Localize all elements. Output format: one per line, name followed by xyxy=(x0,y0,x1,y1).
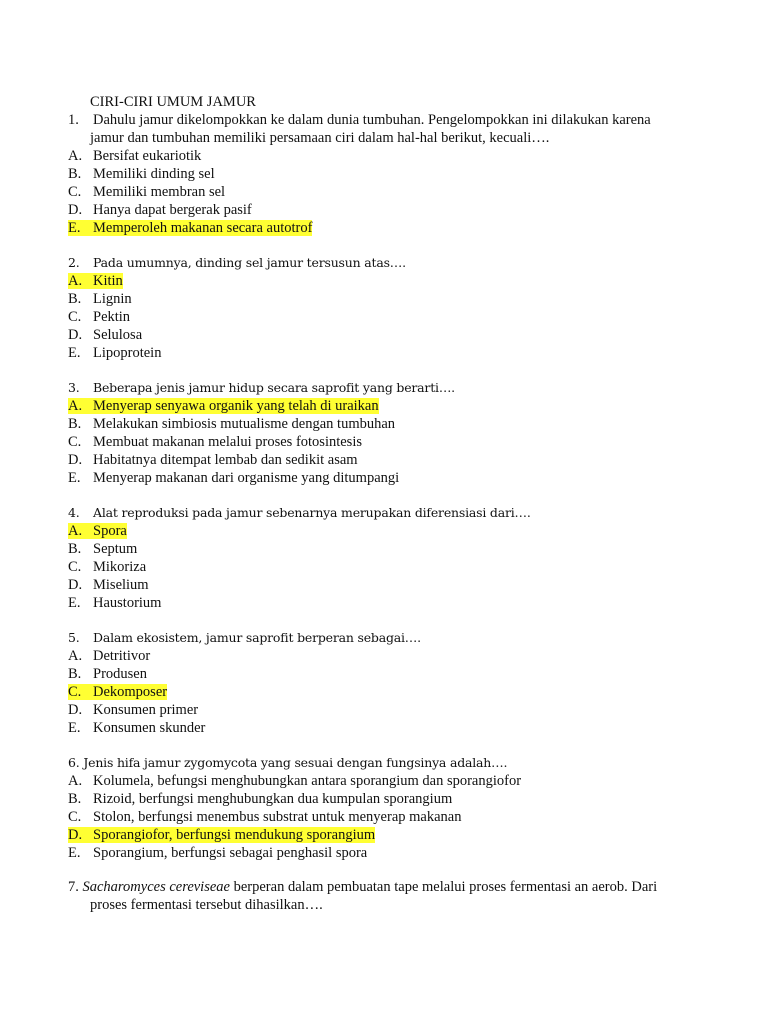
option-6e xyxy=(68,844,367,862)
question-text: Jenis hifa jamur zygomycota yang sesuai dengan fungsinya adalah…. xyxy=(83,755,508,770)
question-5 xyxy=(68,629,421,647)
option-letter: D. xyxy=(68,327,83,343)
option-letter: A. xyxy=(68,523,83,539)
question-1-continuation: jamur dan tumbuhan memiliki persamaan ciri dalam hal-hal berikut, kecuali…. xyxy=(90,130,550,146)
question-number: 6. xyxy=(68,755,80,770)
option-letter: E. xyxy=(68,470,81,486)
option-text: Septum xyxy=(93,541,138,557)
question-3 xyxy=(68,379,455,397)
question-6 xyxy=(68,754,507,772)
option-text: Melakukan simbiosis mutualisme dengan tumbuhan xyxy=(93,416,396,432)
option-3a-answer xyxy=(68,397,379,415)
option-1a xyxy=(68,147,201,165)
question-7-continuation: proses fermentasi tersebut dihasilkan…. xyxy=(90,897,323,913)
option-text: Rizoid, berfungsi menghubungkan dua kumpulan sporangium xyxy=(93,791,453,807)
option-letter: C. xyxy=(68,184,82,200)
option-5a xyxy=(68,647,150,665)
question-number: 3. xyxy=(68,380,80,395)
option-2e xyxy=(68,344,161,362)
option-text: Haustorium xyxy=(93,595,162,611)
option-3e xyxy=(68,469,399,487)
question-number: 5. xyxy=(68,630,80,645)
option-3b xyxy=(68,415,395,433)
option-text: Sporangium, berfungsi sebagai penghasil spora xyxy=(93,845,368,861)
question-number: 1. xyxy=(68,112,79,128)
document-title: CIRI-CIRI UMUM JAMUR xyxy=(90,94,256,110)
question-4 xyxy=(68,504,531,522)
option-5c-answer xyxy=(68,683,167,701)
option-text: Sporangiofor, berfungsi mendukung sporangium xyxy=(93,827,376,843)
option-2a-answer xyxy=(68,272,123,290)
option-text: Kitin xyxy=(93,273,123,289)
option-6a xyxy=(68,772,521,790)
option-text: Habitatnya ditempat lembab dan sedikit asam xyxy=(93,452,358,468)
option-letter: B. xyxy=(68,541,82,557)
option-letter: E. xyxy=(68,220,81,236)
option-letter: C. xyxy=(68,559,82,575)
option-text: Memiliki dinding sel xyxy=(93,166,215,182)
question-text: Beberapa jenis jamur hidup secara saprofit yang berarti…. xyxy=(93,380,455,395)
option-text: Membuat makanan melalui proses fotosintesis xyxy=(93,434,363,450)
option-text: Dekomposer xyxy=(93,684,168,700)
question-text: berperan dalam pembuatan tape melalui proses fermentasi an aerob. Dari xyxy=(229,879,658,895)
option-text: Kolumela, befungsi menghubungkan antara sporangium dan sporangiofor xyxy=(93,773,522,789)
option-letter: E. xyxy=(68,720,81,736)
option-4e xyxy=(68,594,161,612)
option-1b xyxy=(68,165,215,183)
question-text: Dalam ekosistem, jamur saprofit berperan sebagai…. xyxy=(93,630,421,645)
option-letter: C. xyxy=(68,309,82,325)
question-7 xyxy=(68,878,657,896)
option-text: Spora xyxy=(93,523,127,539)
option-text: Selulosa xyxy=(93,327,143,343)
option-letter: A. xyxy=(68,398,83,414)
option-6d-answer xyxy=(68,826,375,844)
option-1d xyxy=(68,201,252,219)
option-4d xyxy=(68,576,149,594)
option-letter: E. xyxy=(68,845,81,861)
option-4a-answer xyxy=(68,522,127,540)
option-5b xyxy=(68,665,147,683)
option-letter: B. xyxy=(68,291,82,307)
option-6b xyxy=(68,790,452,808)
option-2c xyxy=(68,308,130,326)
option-3c xyxy=(68,433,362,451)
option-2b xyxy=(68,290,132,308)
question-text: Dahulu jamur dikelompokkan ke dalam dunia tumbuhan. Pengelompokkan ini dilakukan karena xyxy=(93,112,651,128)
option-letter: A. xyxy=(68,273,83,289)
option-letter: A. xyxy=(68,773,83,789)
option-letter: D. xyxy=(68,702,83,718)
question-1 xyxy=(68,111,651,129)
option-text: Stolon, berfungsi menembus substrat untuk menyerap makanan xyxy=(93,809,462,825)
question-text: Pada umumnya, dinding sel jamur tersusun atas…. xyxy=(93,255,406,270)
option-letter: C. xyxy=(68,684,82,700)
option-letter: E. xyxy=(68,595,81,611)
option-letter: B. xyxy=(68,166,82,182)
option-text: Konsumen primer xyxy=(93,702,199,718)
question-number: 4. xyxy=(68,505,80,520)
option-letter: D. xyxy=(68,577,83,593)
option-text: Detritivor xyxy=(93,648,151,664)
option-letter: A. xyxy=(68,148,83,164)
option-text: Mikoriza xyxy=(93,559,147,575)
option-letter: B. xyxy=(68,416,82,432)
option-1c xyxy=(68,183,225,201)
question-number: 2. xyxy=(68,255,80,270)
option-3d xyxy=(68,451,358,469)
option-4c xyxy=(68,558,146,576)
option-letter: C. xyxy=(68,434,82,450)
option-text: Bersifat eukariotik xyxy=(93,148,202,164)
option-letter: D. xyxy=(68,202,83,218)
option-5e xyxy=(68,719,205,737)
option-letter: C. xyxy=(68,809,82,825)
option-letter: D. xyxy=(68,827,83,843)
option-text: Konsumen skunder xyxy=(93,720,206,736)
option-letter: D. xyxy=(68,452,83,468)
question-text: Alat reproduksi pada jamur sebenarnya merupakan diferensiasi dari…. xyxy=(93,505,531,520)
species-name: Sacharomyces cereviseae xyxy=(82,879,230,895)
option-5d xyxy=(68,701,198,719)
option-4b xyxy=(68,540,137,558)
option-text: Lignin xyxy=(93,291,132,307)
question-number: 7. xyxy=(68,879,79,895)
option-text: Pektin xyxy=(93,309,131,325)
option-text: Memperoleh makanan secara autotrof xyxy=(93,220,313,236)
option-2d xyxy=(68,326,142,344)
question-2 xyxy=(68,254,406,272)
option-6c xyxy=(68,808,461,826)
option-letter: A. xyxy=(68,648,83,664)
option-text: Produsen xyxy=(93,666,147,682)
option-text: Hanya dapat bergerak pasif xyxy=(93,202,252,218)
option-letter: B. xyxy=(68,666,82,682)
option-text: Memiliki membran sel xyxy=(93,184,226,200)
option-1e-answer xyxy=(68,219,312,237)
option-text: Lipoprotein xyxy=(93,345,162,361)
option-letter: E. xyxy=(68,345,81,361)
option-text: Miselium xyxy=(93,577,149,593)
option-text: Menyerap senyawa organik yang telah di uraikan xyxy=(93,398,379,414)
option-text: Menyerap makanan dari organisme yang ditumpangi xyxy=(93,470,400,486)
option-letter: B. xyxy=(68,791,82,807)
